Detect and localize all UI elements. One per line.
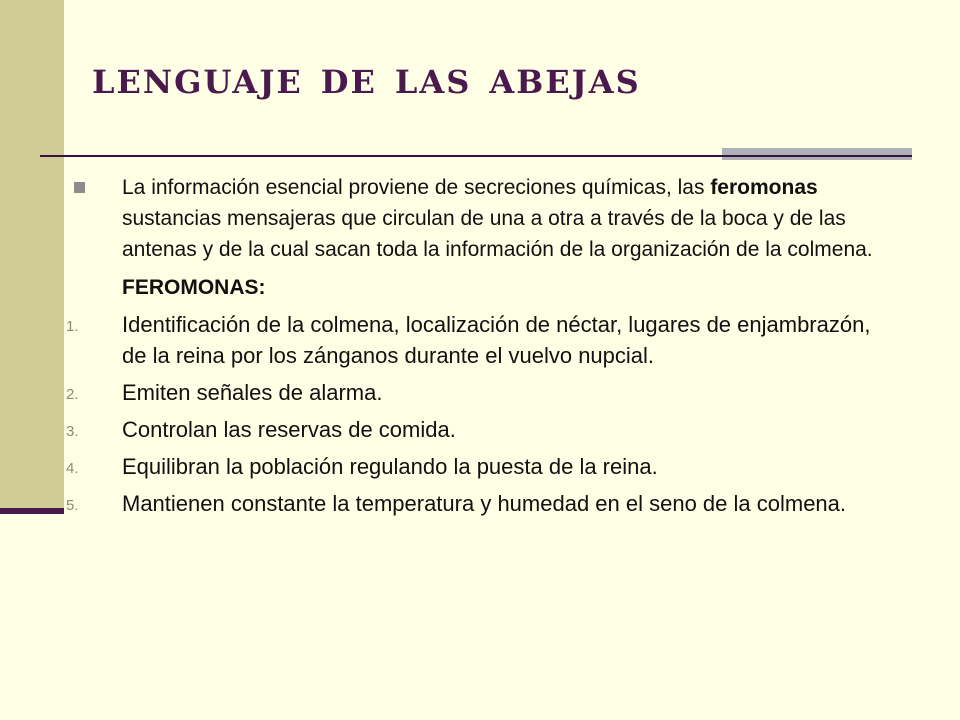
list-number: 2. bbox=[66, 386, 79, 403]
list-item bbox=[66, 309, 882, 371]
feromonas-list bbox=[66, 309, 882, 519]
square-bullet-icon bbox=[74, 182, 85, 193]
intro-text-before: La información esencial proviene de secreciones químicas, las bbox=[122, 176, 711, 199]
left-band-rule bbox=[0, 508, 64, 514]
list-item-text: Equilibran la población regulando la puesta de la reina. bbox=[122, 454, 658, 479]
list-item bbox=[66, 451, 882, 482]
list-number: 5. bbox=[66, 497, 79, 514]
list-item bbox=[66, 377, 882, 408]
intro-paragraph bbox=[122, 172, 882, 265]
intro-bold-term: feromonas bbox=[710, 176, 818, 199]
list-number: 1. bbox=[66, 318, 79, 335]
intro-text-after: sustancias mensajeras que circulan de una a otra a través de la boca y de las antenas y de la cual sacan toda la información de la organización de la colmena. bbox=[122, 207, 873, 261]
slide-body bbox=[66, 172, 882, 525]
list-item bbox=[66, 414, 882, 445]
list-number: 3. bbox=[66, 423, 79, 440]
slide-title: lenguaje de las abejas bbox=[92, 50, 641, 104]
left-decorative-band bbox=[0, 0, 64, 510]
list-item-text: Mantienen constante la temperatura y humedad en el seno de la colmena. bbox=[122, 491, 847, 516]
list-item-text: Emiten señales de alarma. bbox=[122, 380, 383, 405]
title-accent-bar bbox=[722, 148, 912, 160]
list-item bbox=[66, 488, 882, 519]
list-heading: FEROMONAS: bbox=[122, 276, 266, 299]
list-number: 4. bbox=[66, 460, 79, 477]
list-item-text: Controlan las reservas de comida. bbox=[122, 417, 456, 442]
list-item-text: Identificación de la colmena, localización de néctar, lugares de enjambrazón, de la reina por los zánganos durante el vuelvo nupcial. bbox=[122, 312, 871, 368]
